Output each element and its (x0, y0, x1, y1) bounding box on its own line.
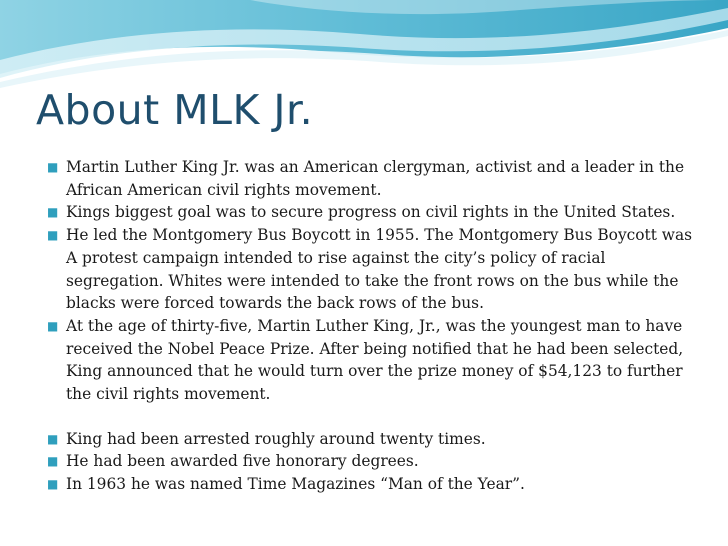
bullet-marker-icon: ■ (47, 318, 59, 333)
bullet-text-line: received the Nobel Peace Prize. After being notified that he had been selected, (66, 339, 684, 358)
bullet-text-line: A protest campaign intended to rise against the city’s policy of racial (66, 248, 606, 267)
bullet-text-line: the civil rights movement. (66, 385, 271, 404)
bullet-marker-icon: ■ (47, 228, 59, 243)
bullet-text-line: At the age of thirty-five, Martin Luther King, Jr., was the youngest man to have (66, 316, 683, 335)
bullet-item (46, 315, 716, 406)
bullet-text-line: blacks were forced towards the back rows of the bus. (66, 294, 484, 313)
bullet-item (46, 428, 716, 451)
bullet-item (46, 224, 716, 315)
bullet-text-line: Martin Luther King Jr. was an American clergyman, activist and a leader in the (66, 158, 685, 176)
bullet-marker-icon: ■ (47, 431, 59, 446)
bullet-marker-icon: ■ (47, 454, 59, 469)
bullet-text-line: In 1963 he was named Time Magazines “Man of the Year”. (66, 475, 525, 494)
header-wave-decoration (0, 0, 728, 90)
bullet-list (46, 156, 716, 496)
bullet-item (46, 156, 716, 201)
bullet-item (46, 201, 716, 224)
slide-title: About MLK Jr. (36, 86, 314, 134)
bullet-text-line: African American civil rights movement. (66, 180, 382, 199)
bullet-text-line: King announced that he would turn over the prize money of $54,123 to further (66, 362, 683, 381)
bullet-text-line: segregation. Whites were intended to take the front rows on the bus while the (66, 271, 679, 290)
bullet-marker-icon: ■ (47, 205, 59, 220)
bullet-text-line: He had been awarded five honorary degrees. (66, 452, 419, 471)
bullet-text-line: King had been arrested roughly around twenty times. (66, 429, 486, 448)
bullet-text-line: Kings biggest goal was to secure progress on civil rights in the United States. (66, 203, 676, 222)
bullet-text-line: He led the Montgomery Bus Boycott in 1955. The Montgomery Bus Boycott was (66, 226, 693, 245)
bullet-item (46, 473, 716, 496)
bullet-marker-icon: ■ (47, 160, 59, 174)
bullet-marker-icon: ■ (47, 477, 59, 492)
bullet-item (46, 450, 716, 473)
